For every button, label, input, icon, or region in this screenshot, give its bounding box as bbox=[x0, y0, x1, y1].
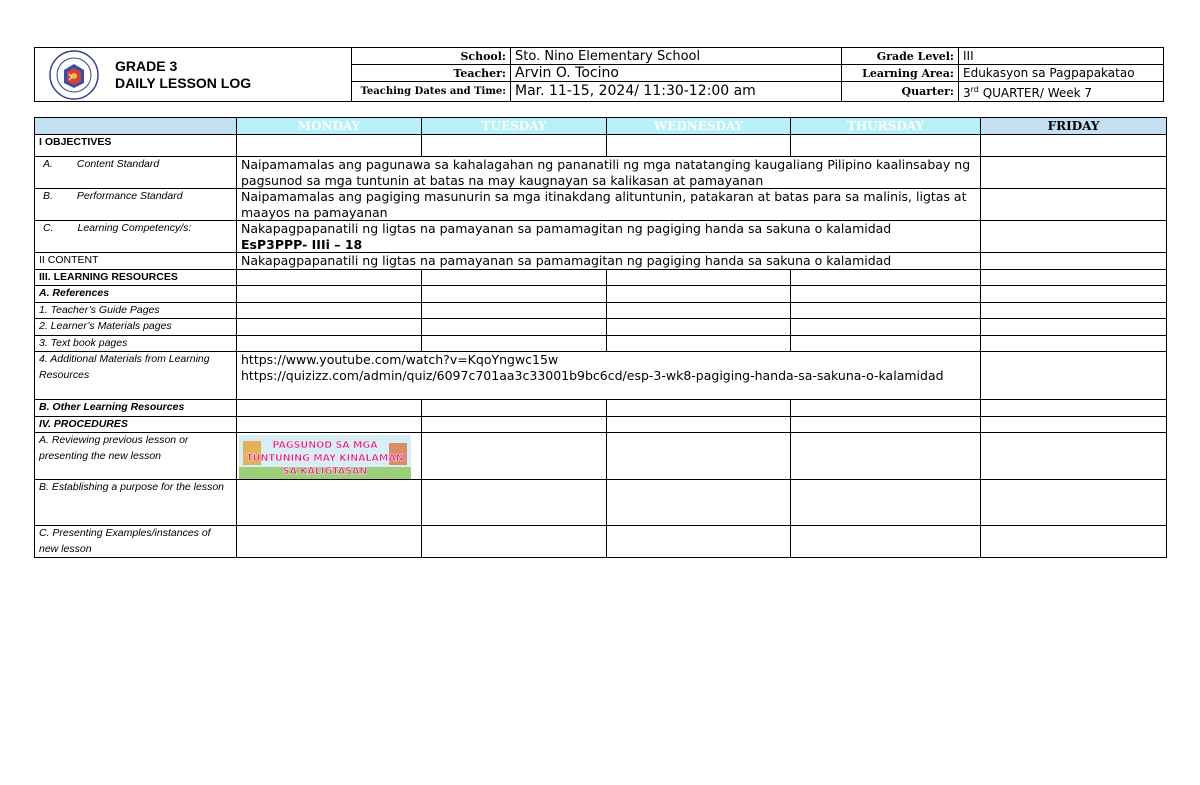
school-label: School: bbox=[352, 48, 511, 65]
dates-value: Mar. 11-15, 2024/ 11:30-12:00 am bbox=[511, 82, 842, 102]
svg-text:TUNTUNING MAY KINALAMAN: TUNTUNING MAY KINALAMAN bbox=[246, 453, 404, 464]
content-text: Nakapagpapanatili ng ligtas na pamayanan sa pamamagitan ng pagiging handa sa sakuna o kalamidad bbox=[237, 253, 981, 270]
quarter-label: Quarter: bbox=[842, 82, 959, 102]
other-resources-label: B. Other Learning Resources bbox=[35, 400, 237, 417]
content-label: II CONTENT bbox=[35, 253, 237, 270]
lesson-thumbnail-image bbox=[239, 435, 411, 479]
header-table bbox=[34, 47, 1164, 102]
performance-standard-text: Naipamamalas ang pagiging masunurin sa mga itinakdang alituntunin, patakaran at batas para sa malinis, ligtas at maayos na pamayanan bbox=[237, 189, 981, 221]
teacher-label: Teacher: bbox=[352, 65, 511, 82]
header-blank bbox=[35, 118, 237, 135]
table-row bbox=[35, 189, 1167, 221]
day-tuesday: TUESDAY bbox=[422, 118, 607, 135]
day-wednesday: WEDNESDAY bbox=[607, 118, 791, 135]
table-row bbox=[35, 157, 1167, 189]
table-row bbox=[35, 352, 1167, 400]
table-row bbox=[35, 221, 1167, 253]
grade-title: GRADE 3 bbox=[115, 57, 178, 74]
table-row bbox=[35, 480, 1167, 526]
additional-materials-links bbox=[237, 352, 981, 400]
table-row bbox=[35, 319, 1167, 336]
table-row bbox=[35, 400, 1167, 417]
day-monday: MONDAY bbox=[237, 118, 422, 135]
table-row bbox=[35, 335, 1167, 352]
day-header-row bbox=[35, 118, 1167, 135]
tg-pages-label: 1. Teacher’s Guide Pages bbox=[35, 302, 237, 319]
additional-materials-label: 4. Additional Materials from Learning Resources bbox=[35, 352, 237, 400]
objectives-label: I OBJECTIVES bbox=[35, 135, 237, 157]
learning-area-label: Learning Area: bbox=[842, 65, 959, 82]
grade-level-label: Grade Level: bbox=[842, 48, 959, 65]
grade-level-value: III bbox=[959, 48, 1164, 65]
table-row bbox=[35, 269, 1167, 286]
table-row bbox=[35, 286, 1167, 303]
competency-text: Nakapagpapanatili ng ligtas na pamayanan sa pamamagitan ng pagiging handa sa sakuna o kalamidad EsP3PPP- IIIi – 18 bbox=[237, 221, 981, 253]
youtube-link[interactable]: https://www.youtube.com/watch?v=KqoYngwc15w bbox=[241, 352, 559, 367]
day-thursday: THURSDAY bbox=[791, 118, 981, 135]
day-friday: FRIDAY bbox=[981, 118, 1167, 135]
references-label: A. References bbox=[35, 286, 237, 303]
quizizz-link[interactable]: https://quizizz.com/admin/quiz/6097c701aa3c33001b9bc6cd/esp-3-wk8-pagiging-handa-sa-sakuna-o-kalamidad bbox=[241, 367, 944, 383]
dates-label: Teaching Dates and Time: bbox=[352, 82, 511, 102]
learning-resources-label: III. LEARNING RESOURCES bbox=[35, 269, 237, 286]
reviewing-label: A. Reviewing previous lesson or presenting the new lesson bbox=[35, 433, 237, 480]
content-standard-label: A. Content Standard bbox=[35, 157, 237, 189]
presenting-label: C. Presenting Examples/instances of new lesson bbox=[35, 526, 237, 558]
lesson-log-table bbox=[34, 117, 1167, 558]
lm-pages-label: 2. Learner’s Materials pages bbox=[35, 319, 237, 336]
svg-text:PAGSUNOD SA MGA: PAGSUNOD SA MGA bbox=[272, 440, 378, 451]
textbook-pages-label: 3. Text book pages bbox=[35, 335, 237, 352]
competency-label: C. Learning Competency/s: bbox=[35, 221, 237, 253]
table-row bbox=[35, 253, 1167, 270]
logo-cell bbox=[35, 48, 352, 102]
table-row bbox=[35, 416, 1167, 433]
deped-seal-icon bbox=[49, 50, 99, 100]
table-row bbox=[35, 302, 1167, 319]
svg-text:SA KALIGTASAN: SA KALIGTASAN bbox=[282, 466, 368, 477]
establishing-label: B. Establishing a purpose for the lesson bbox=[35, 480, 237, 526]
lesson-thumbnail-cell bbox=[237, 433, 422, 480]
quarter-value: 3rd QUARTER/ Week 7 bbox=[959, 82, 1164, 102]
log-title: DAILY LESSON LOG bbox=[115, 74, 252, 91]
procedures-label: IV. PROCEDURES bbox=[35, 416, 237, 433]
content-standard-text: Naipamamalas ang pagunawa sa kahalagahan ng pananatili ng mga natatanging kaugaliang Pilipino kaalinsabay ng pagsunod sa mga tuntunin at batas na may kaugnayan sa kalikasan at pamayanan bbox=[237, 157, 981, 189]
table-row bbox=[35, 433, 1167, 480]
performance-standard-label: B. Performance Standard bbox=[35, 189, 237, 221]
school-value: Sto. Nino Elementary School bbox=[511, 48, 842, 65]
learning-area-value: Edukasyon sa Pagpapakatao bbox=[959, 65, 1164, 82]
competency-code: EsP3PPP- IIIi – 18 bbox=[241, 236, 363, 252]
table-row bbox=[35, 526, 1167, 558]
teacher-value: Arvin O. Tocino bbox=[511, 65, 842, 82]
table-row bbox=[35, 135, 1167, 157]
